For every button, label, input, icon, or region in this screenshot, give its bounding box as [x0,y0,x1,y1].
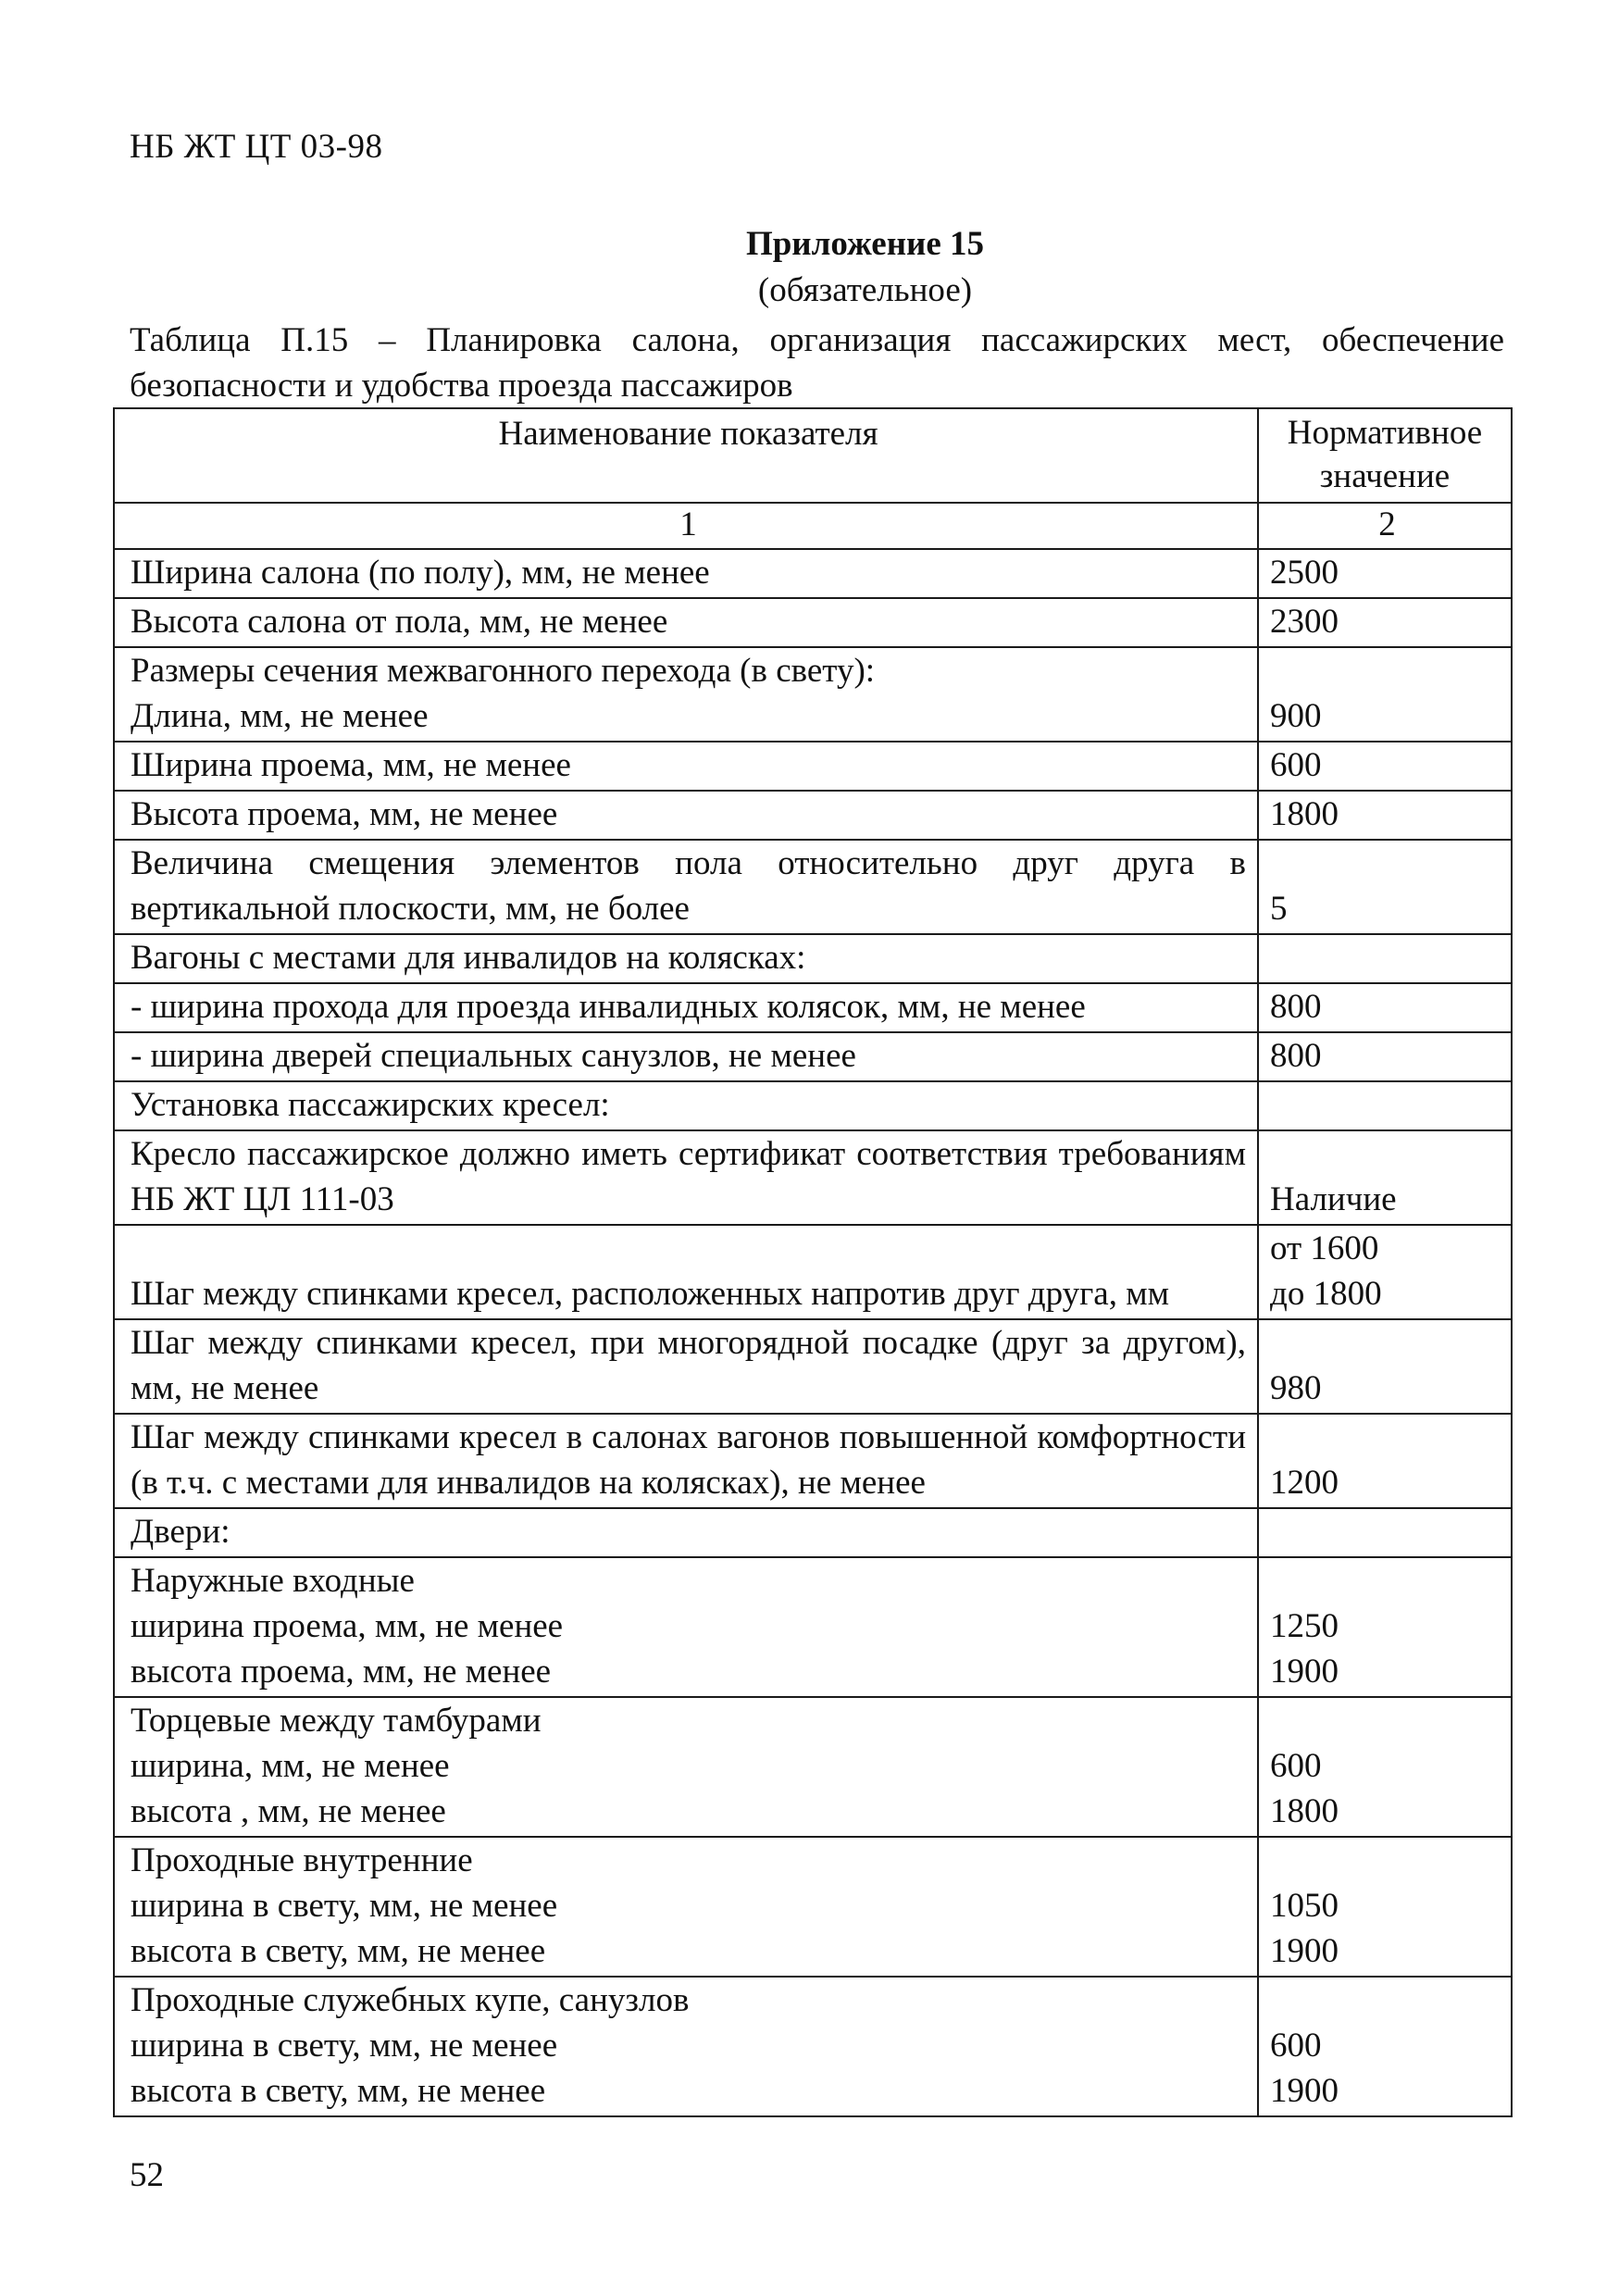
table-caption: Таблица П.15 – Планировка салона, организация пассажирских мест, обеспечение безопасности и удобства проезда пассажиров [130,321,1504,405]
indicator-name-text: - ширина прохода для проезда инвалидных колясок, мм, не менее [131,988,1086,1026]
table-row [114,1977,1512,2116]
header-normative-line1: Нормативное [1287,414,1483,452]
normative-value-text [1270,1509,1500,1554]
indicator-name-text: Размеры сечения межвагонного перехода (в свету): [131,652,876,690]
indicator-name-cell [114,1130,1258,1225]
table-row [114,1697,1512,1837]
table-row [114,1414,1512,1508]
normative-value-text: 5 [1270,890,1288,928]
indicator-name-cell [114,983,1258,1032]
indicator-name-text: Торцевые между тамбурами [131,1702,542,1740]
table-body [114,408,1512,2116]
indicator-name-cell [114,1508,1258,1557]
normative-value-text [1270,1082,1500,1128]
appendix-subtitle: (обязательное) [757,271,973,309]
indicator-name-cell [114,598,1258,647]
normative-value-cell [1258,647,1512,742]
indicator-name-cell [114,1557,1258,1697]
normative-value-cell [1258,1081,1512,1130]
normative-value-text: 600 [1270,2027,1322,2065]
indicator-name-text: Высота салона от пола, мм, не менее [131,603,668,641]
indicator-name-cell [114,1837,1258,1977]
normative-value-cell [1258,1837,1512,1977]
indicator-name-cell [114,549,1258,598]
indicator-name-text: ширина, мм, не менее [131,1747,450,1785]
indicator-name-cell [114,840,1258,934]
indicator-name-text: Ширина салона (по полу), мм, не менее [131,554,710,592]
normative-value-text: 600 [1270,746,1322,784]
indicator-name-text: Проходные служебных купе, санузлов [131,1981,690,2019]
header-indicator-name: Наименование показателя [114,408,1258,503]
normative-value-cell [1258,1697,1512,1837]
indicator-name-cell [114,742,1258,791]
indicator-name-text: ширина в свету, мм, не менее [131,1887,558,1925]
indicator-name-text: Шаг между спинками кресел, расположенных напротив друг друга, мм [131,1275,1170,1313]
indicator-name-cell [114,1319,1258,1414]
indicator-name-cell [114,1225,1258,1319]
normative-value-text: 1250 [1270,1607,1339,1645]
table-row [114,791,1512,840]
table-row [114,647,1512,742]
normative-value-text: 2500 [1270,554,1339,592]
indicator-name-text: высота в свету, мм, не менее [131,2072,546,2110]
table-row [114,1557,1512,1697]
normative-value-cell [1258,840,1512,934]
indicator-name-cell [114,791,1258,840]
indicator-name-text: Кресло пассажирское должно иметь сертификат соответствия требованиям НБ ЖТ ЦЛ 111-03 [131,1135,1246,1218]
normative-value-text: 1050 [1270,1887,1339,1925]
indicator-name-text: ширина в свету, мм, не менее [131,2027,558,2065]
normative-value-cell [1258,1319,1512,1414]
indicator-name-cell [114,1081,1258,1130]
normative-value-cell [1258,934,1512,983]
indicator-name-text: Высота проема, мм, не менее [131,795,558,833]
normative-value-text: 800 [1270,988,1322,1026]
requirements-table [113,407,1513,2117]
table-row [114,934,1512,983]
indicator-name-text: Шаг между спинками кресел в салонах вагонов повышенной комфортности (в т.ч. с местами для инвалидов на колясках), не менее [131,1418,1246,1502]
normative-value-text: 1900 [1270,1653,1339,1691]
normative-value-text: до 1800 [1270,1275,1382,1313]
normative-value-cell [1258,1032,1512,1081]
table-row [114,742,1512,791]
table-row [114,549,1512,598]
indicator-name-cell [114,647,1258,742]
table-row [114,1130,1512,1225]
indicator-name-text: высота проема, мм, не менее [131,1653,552,1691]
normative-value-text [1270,935,1500,980]
indicator-name-text: высота , мм, не менее [131,1792,446,1830]
table-header-row [114,408,1512,503]
indicator-name-text: ширина проема, мм, не менее [131,1607,564,1645]
table-row [114,1508,1512,1557]
normative-value-cell [1258,1508,1512,1557]
indicator-name-text: - ширина дверей специальных санузлов, не менее [131,1037,856,1075]
normative-value-text: 900 [1270,697,1322,735]
normative-value-text: 600 [1270,1747,1322,1785]
normative-value-cell [1258,549,1512,598]
normative-value-text: от 1600 [1270,1229,1379,1267]
indicator-name-text: высота в свету, мм, не менее [131,1932,546,1970]
normative-value-cell [1258,791,1512,840]
table-row [114,983,1512,1032]
header-normative-line2: значение [1319,457,1451,495]
column-number-1: 1 [114,503,1258,549]
table-row [114,1837,1512,1977]
indicator-name-text: Величина смещения элементов пола относительно друг друга в вертикальной плоскости, мм, не более [131,844,1246,928]
document-code: НБ ЖТ ЦТ 03-98 [130,128,383,166]
indicator-name-text: Длина, мм, не менее [131,697,429,735]
normative-value-cell [1258,1225,1512,1319]
normative-value-text: 1800 [1270,1792,1339,1830]
normative-value-text: 2300 [1270,603,1339,641]
normative-value-cell [1258,742,1512,791]
table-row [114,840,1512,934]
header-normative-value [1258,408,1512,503]
normative-value-cell [1258,598,1512,647]
normative-value-text: 1900 [1270,1932,1339,1970]
normative-value-cell [1258,1130,1512,1225]
normative-value-text: 980 [1270,1369,1322,1407]
normative-value-text: 1200 [1270,1464,1339,1502]
indicator-name-text: Шаг между спинками кресел, при многорядной посадке (друг за другом), мм, не менее [131,1324,1246,1407]
column-number-row [114,503,1512,549]
indicator-name-cell [114,1697,1258,1837]
indicator-name-cell [114,1032,1258,1081]
normative-value-cell [1258,1557,1512,1697]
normative-value-text: 800 [1270,1037,1322,1075]
normative-value-cell [1258,983,1512,1032]
appendix-title: Приложение 15 [745,225,985,263]
table-row [114,598,1512,647]
indicator-name-text: Установка пассажирских кресел: [131,1086,610,1124]
normative-value-text: Наличие [1270,1180,1397,1218]
table-row [114,1225,1512,1319]
table-row [114,1081,1512,1130]
indicator-name-text: Проходные внутренние [131,1841,473,1879]
table-row [114,1319,1512,1414]
normative-value-text: 1900 [1270,2072,1339,2110]
indicator-name-text: Вагоны с местами для инвалидов на колясках: [131,939,806,977]
indicator-name-text: Наружные входные [131,1562,415,1600]
indicator-name-cell [114,934,1258,983]
indicator-name-text: Ширина проема, мм, не менее [131,746,571,784]
column-number-2: 2 [1258,503,1512,549]
indicator-name-text: Двери: [131,1513,230,1551]
page-number: 52 [130,2156,164,2194]
normative-value-cell [1258,1977,1512,2116]
normative-value-cell [1258,1414,1512,1508]
normative-value-text: 1800 [1270,795,1339,833]
indicator-name-cell [114,1977,1258,2116]
table-row [114,1032,1512,1081]
indicator-name-cell [114,1414,1258,1508]
